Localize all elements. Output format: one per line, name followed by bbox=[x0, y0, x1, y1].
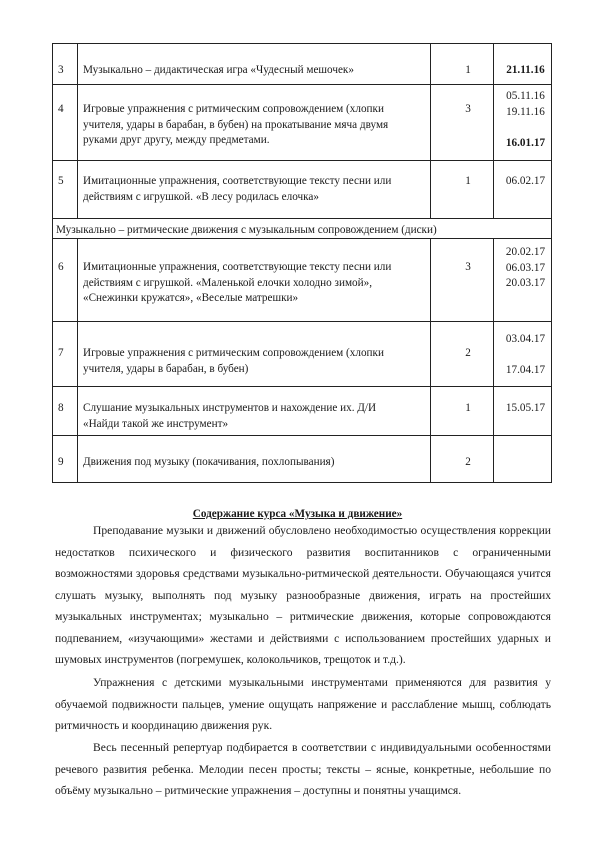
row-number: 9 bbox=[58, 456, 64, 468]
row-number: 8 bbox=[58, 402, 64, 414]
row-hours: 3 bbox=[465, 103, 471, 115]
row-description: Имитационные упражнения, соответствующие тексту песни или действиям с игрушкой. «Маленькой елочки холодно зимой», «Снежинки кружатся», «Веселые матрешки» bbox=[83, 261, 392, 304]
row-number: 6 bbox=[58, 261, 64, 273]
row-dates: 05.11.16 19.11.16 16.01.17 bbox=[505, 90, 546, 149]
section-heading: Содержание курса «Музыка и движение» bbox=[192, 508, 403, 520]
row-description: Игровые упражнения с ритмическим сопровождением (хлопки учителя, удары в барабан, в бубен) bbox=[83, 347, 384, 375]
row-description: Музыкально – дидактическая игра «Чудесный мешочек» bbox=[83, 64, 354, 76]
row-dates: 20.02.17 06.03.17 20.03.17 bbox=[505, 246, 546, 289]
paragraph: Преподавание музыки и движений обусловлено необходимостью осуществления коррекции недостатков психического и физического развития воспитанников с ограниченными возможностями здоровья средствами музыкально-ритмической деятельности. Обучающаяся учится слушать музыку, выполнять под музыку разнообразные движения, играть на простейших музыкальных инструментах; музыкально – ритмические движения, которые сопровождаются подпеванием, «изучающими» жестами и действиями с использованием простейших ударных и шумовых инструментов (погремушек, колокольчиков, трещоток и т.д.). bbox=[55, 524, 551, 666]
row-number: 5 bbox=[58, 175, 64, 187]
section-title: Музыкально – ритмические движения с музыкальным сопровождением (диски) bbox=[56, 224, 437, 236]
row-hours: 1 bbox=[465, 175, 471, 187]
row-dates: 15.05.17 bbox=[505, 402, 546, 414]
row-number: 3 bbox=[58, 64, 64, 76]
row-hours: 3 bbox=[465, 261, 471, 273]
row-hours: 2 bbox=[465, 347, 471, 359]
row-description: Слушание музыкальных инструментов и нахождение их. Д/И «Найди такой же инструмент» bbox=[83, 402, 377, 430]
row-description: Игровые упражнения с ритмическим сопровождением (хлопки учителя, удары в барабан, в бубен) на прокатывание мяча двумя руками друг другу, между предметами. bbox=[83, 103, 389, 146]
row-number: 7 bbox=[58, 347, 64, 359]
row-dates: 21.11.16 bbox=[506, 64, 545, 76]
row-description: Имитационные упражнения, соответствующие тексту песни или действиям с игрушкой. «В лесу родилась елочка» bbox=[83, 175, 392, 203]
paragraph: Весь песенный репертуар подбирается в соответствии с индивидуальными особенностями речевого развития ребенка. Мелодии песен просты; тексты – ясные, конкретные, небольшие по объёму музыкально – ритмические упражнения – доступны и понятны учащимся. bbox=[55, 741, 551, 797]
row-dates: 06.02.17 bbox=[505, 175, 546, 187]
row-number: 4 bbox=[58, 103, 64, 115]
row-dates: 03.04.17 17.04.17 bbox=[505, 333, 546, 376]
row-description: Движения под музыку (покачивания, похлопывания) bbox=[83, 456, 335, 468]
row-hours: 1 bbox=[465, 64, 471, 76]
row-hours: 1 bbox=[465, 402, 471, 414]
paragraph: Упражнения с детскими музыкальными инструментами применяются для развития у обучаемой подвижности пальцев, умение ощущать напряжение и расслабление мышц, соблюдать ритмичность и координацию движения рук. bbox=[55, 676, 551, 732]
row-hours: 2 bbox=[465, 456, 471, 468]
schedule-table bbox=[52, 43, 552, 483]
